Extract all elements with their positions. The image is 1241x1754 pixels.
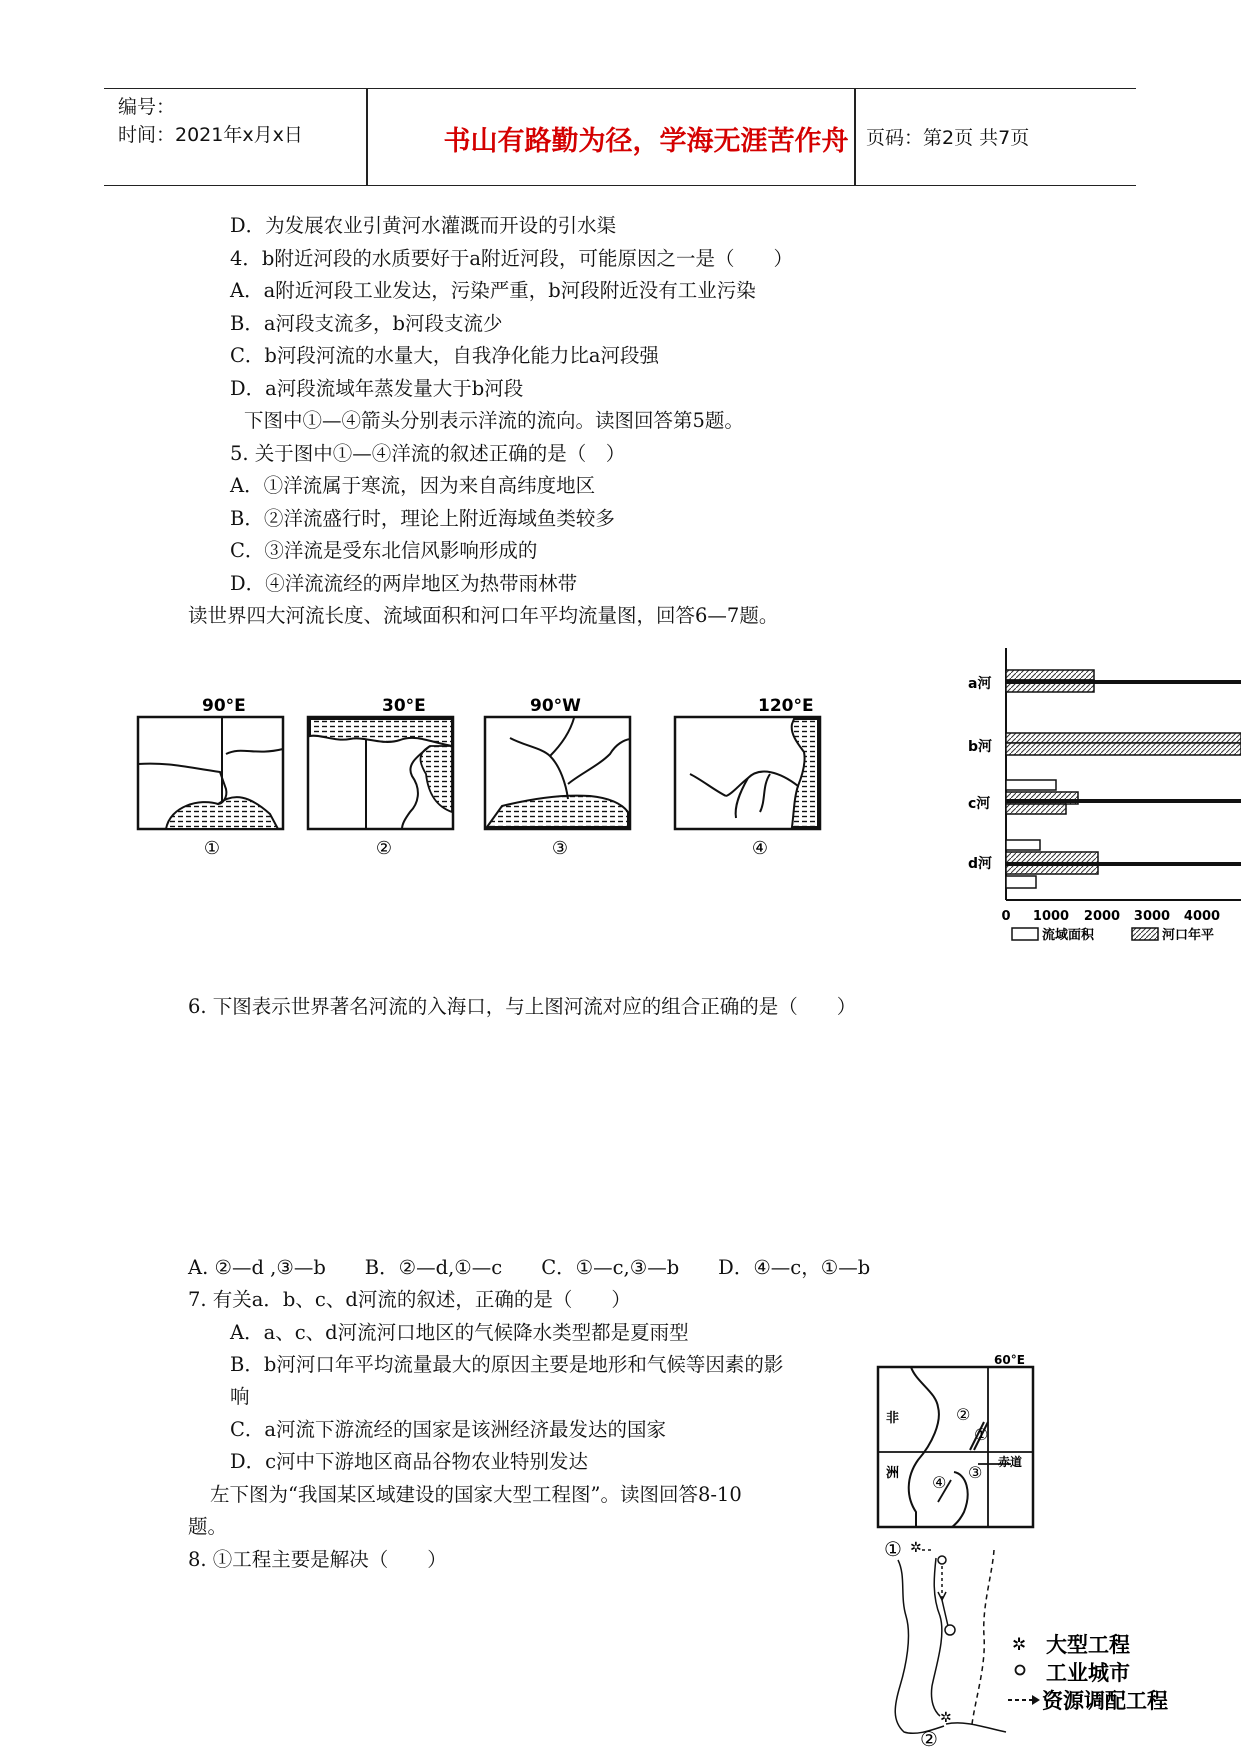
tick-label: 4000 bbox=[1183, 909, 1221, 924]
longitude-label: 90°W bbox=[530, 696, 581, 716]
project-marker-label: ① bbox=[884, 1537, 902, 1561]
map-label: ③ bbox=[551, 838, 569, 859]
tick-label: 2000 bbox=[1083, 909, 1121, 924]
option-4c: C．b河段河流的水量大，自我净化能力比a河段强 bbox=[230, 344, 660, 367]
instruction-8-10-cont: 题。 bbox=[188, 1515, 228, 1538]
legend-label: 流域面积 bbox=[1042, 928, 1095, 943]
option-3d: D．为发展农业引黄河水灌溉而开设的引水渠 bbox=[230, 214, 617, 237]
project-map-legend bbox=[1008, 1633, 1168, 1713]
national-project-map bbox=[876, 1536, 1206, 1750]
option-7c: C．a河流下游流经的国家是该洲经济最发达的国家 bbox=[230, 1418, 667, 1441]
equator-label: 赤道 bbox=[998, 1455, 1023, 1469]
project-star-icon: ✲ bbox=[940, 1710, 952, 1726]
river-label: d河 bbox=[968, 856, 993, 872]
tick-label: 0 bbox=[1001, 909, 1011, 924]
estuary-map-3 bbox=[485, 696, 630, 859]
question-4: 4．b附近河段的水质要好于a附近河段，可能原因之一是（ ） bbox=[230, 247, 794, 270]
question-7: 7. 有关a．b、c、d河流的叙述，正确的是（ ） bbox=[188, 1288, 631, 1311]
option-7b-cont: 响 bbox=[230, 1385, 250, 1408]
serial-label: 编号： bbox=[118, 96, 176, 118]
option-7d: D．c河中下游地区商品谷物农业特别发达 bbox=[230, 1450, 589, 1473]
header-motto: 书山有路勤为径，学海无涯苦作舟 bbox=[443, 126, 849, 157]
instruction-5: 下图中①—④箭头分别表示洋流的流向。读图回答第5题。 bbox=[244, 409, 744, 432]
option-4b: B．a河段支流多，b河段支流少 bbox=[230, 312, 503, 335]
instruction-6-7: 读世界四大河流长度、流域面积和河口年平均流量图，回答6—7题。 bbox=[188, 604, 779, 627]
estuary-map-1 bbox=[138, 696, 283, 859]
legend-swatch bbox=[1012, 928, 1038, 940]
tick-label: 1000 bbox=[1032, 909, 1070, 924]
current-label: ① bbox=[974, 1425, 989, 1444]
city-icon bbox=[945, 1625, 955, 1635]
option-7a: A．a、c、d河流河口地区的气候降水类型都是夏雨型 bbox=[230, 1321, 689, 1344]
river-b-bars bbox=[968, 733, 1241, 755]
legend-label: 工业城市 bbox=[1046, 1661, 1130, 1685]
current-label: ④ bbox=[932, 1473, 947, 1492]
option-4a: A．a附近河段工业发达，污染严重，b河段附近没有工业污染 bbox=[230, 279, 756, 302]
estuary-map-2 bbox=[308, 696, 453, 859]
estuary-maps-figure bbox=[130, 694, 840, 864]
legend-label: 资源调配工程 bbox=[1042, 1689, 1168, 1713]
question-5: 5. 关于图中①—④洋流的叙述正确的是（ ） bbox=[230, 442, 626, 465]
city-icon bbox=[938, 1556, 946, 1564]
time-label: 时间：2021年x月x日 bbox=[118, 124, 303, 146]
legend-label: 大型工程 bbox=[1046, 1633, 1130, 1657]
river-label: b河 bbox=[968, 739, 993, 755]
map-label: ① bbox=[203, 838, 221, 859]
city-icon bbox=[1016, 1666, 1025, 1675]
page-header bbox=[104, 88, 1136, 186]
option-5c: C．③洋流是受东北信风影响形成的 bbox=[230, 539, 538, 562]
question-6: 6. 下图表示世界著名河流的入海口，与上图河流对应的组合正确的是（ ） bbox=[188, 995, 857, 1018]
continent-label: 洲 bbox=[886, 1466, 900, 1481]
legend-swatch bbox=[1132, 928, 1158, 940]
option-4d: D．a河段流域年蒸发量大于b河段 bbox=[230, 377, 524, 400]
instruction-8-10: 左下图为“我国某区域建设的国家大型工程图”。读图回答8-10 bbox=[210, 1483, 742, 1506]
river-label: a河 bbox=[968, 676, 992, 692]
legend-label: 河口年平 bbox=[1162, 928, 1215, 943]
option-5b: B．②洋流盛行时，理论上附近海域鱼类较多 bbox=[230, 507, 615, 530]
longitude-label: 90°E bbox=[202, 696, 246, 716]
current-label: ② bbox=[956, 1405, 971, 1424]
river-bar-chart bbox=[966, 648, 1241, 948]
header-divider bbox=[854, 89, 856, 185]
option-5d: D．④洋流流经的两岸地区为热带雨林带 bbox=[230, 572, 578, 595]
project-marker-label: ② bbox=[920, 1727, 938, 1750]
ocean-current-map bbox=[876, 1352, 1036, 1532]
header-meta bbox=[118, 93, 303, 149]
river-label: c河 bbox=[968, 796, 991, 812]
longitude-label: 30°E bbox=[382, 696, 426, 716]
x-ticks bbox=[1001, 909, 1220, 924]
tick-label: 3000 bbox=[1133, 909, 1171, 924]
longitude-label: 120°E bbox=[758, 696, 814, 716]
question-8: 8. ①工程主要是解决（ ） bbox=[188, 1548, 447, 1571]
estuary-map-4 bbox=[675, 696, 820, 859]
river-c-bars bbox=[968, 780, 1241, 814]
current-label: ③ bbox=[968, 1463, 983, 1482]
option-7b: B．b河河口年平均流量最大的原因主要是地形和气候等因素的影 bbox=[230, 1353, 784, 1376]
map-label: ④ bbox=[751, 838, 769, 859]
project-star-icon: ✲ bbox=[1012, 1635, 1027, 1655]
continent-label: 非 bbox=[886, 1411, 900, 1426]
river-a-bars bbox=[968, 670, 1241, 692]
option-5a: A．①洋流属于寒流，因为来自高纬度地区 bbox=[230, 474, 596, 497]
options-6: A. ②—d ,③—b B．②—d,①—c C．①—c,③—b D．④—c，①—b bbox=[188, 1256, 871, 1279]
page-number: 页码：第2页 共7页 bbox=[866, 127, 1030, 149]
project-star-icon: ✲ bbox=[910, 1540, 922, 1556]
chart-legend bbox=[1012, 927, 1214, 943]
river-d-bars bbox=[968, 840, 1241, 888]
map-label: ② bbox=[375, 838, 393, 859]
longitude-label: 60°E bbox=[994, 1353, 1025, 1367]
